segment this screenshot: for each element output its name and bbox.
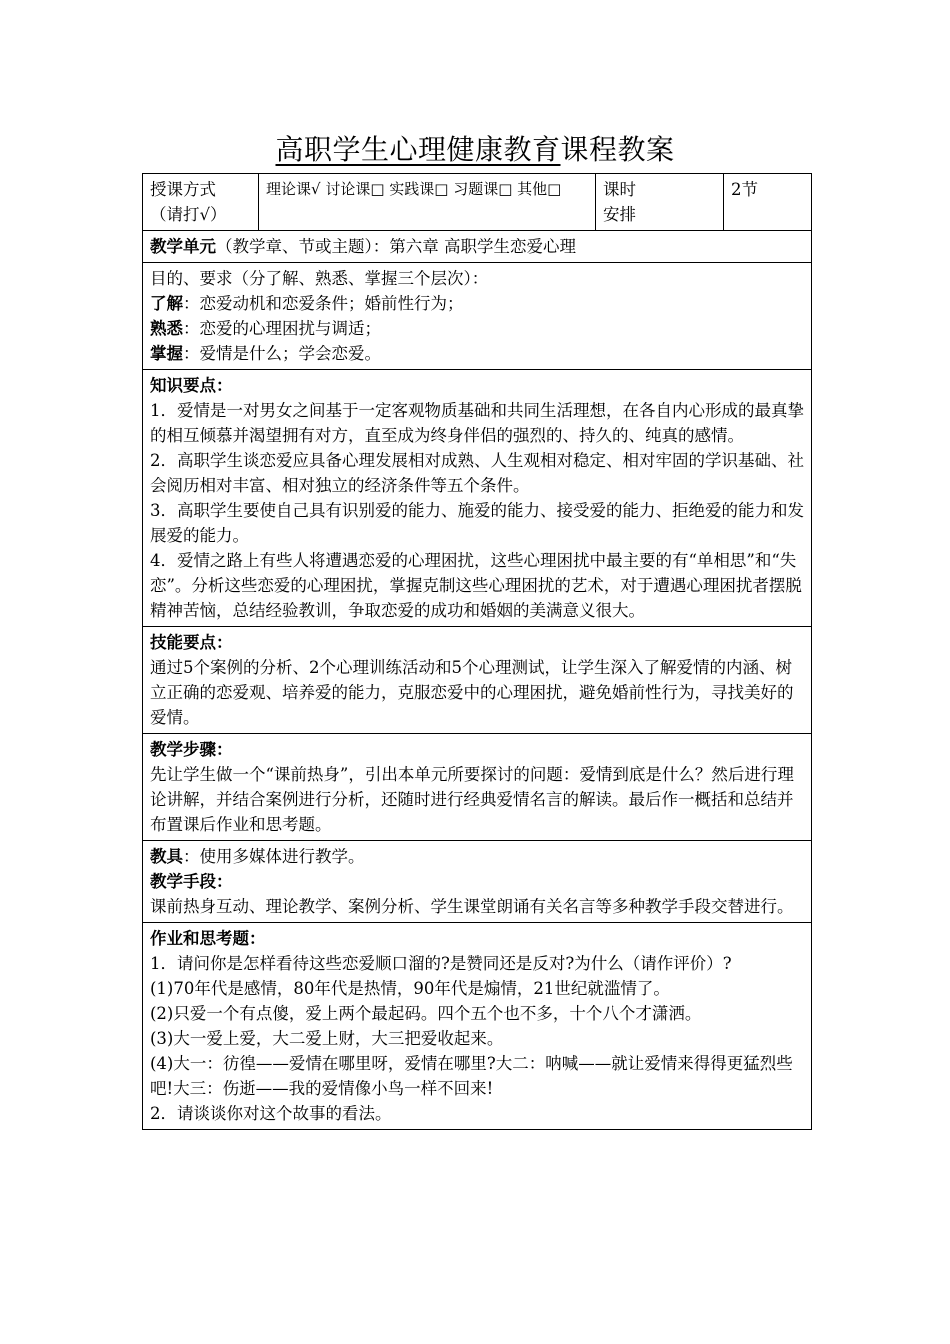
- homework-item: (2)只爱一个有点傻，爱上两个最起码。四个五个也不多，十个八个才潇洒。: [150, 1004, 702, 1023]
- objective-text: ：恋爱动机和恋爱条件；婚前性行为；: [183, 294, 464, 313]
- objective-label: 熟悉: [150, 319, 183, 338]
- homework-row: [143, 923, 812, 1130]
- objective-label: 了解: [150, 294, 183, 313]
- objective-item: [150, 291, 804, 316]
- homework-item: (3)大一爱上爱，大二爱上财，大三把爱收起来。: [150, 1029, 504, 1048]
- homework-item: 1．请问你是怎样看待这些恋爱顺口溜的?是赞同还是反对?为什么（请作评价）?: [150, 954, 732, 973]
- unit-cell: [143, 231, 812, 263]
- hours-label-line1: 课时: [603, 180, 636, 199]
- knowledge-cell: [143, 370, 812, 627]
- homework-heading: 作业和思考题：: [150, 929, 266, 948]
- knowledge-item: 1．爱情是一对男女之间基于一定客观物质基础和共同生活理想，在各自内心形成的最真挚的相互倾慕并渴望拥有对方，直至成为终身伴侣的强烈的、持久的、纯真的感情。: [150, 401, 804, 445]
- hours-label-cell: [596, 174, 724, 231]
- knowledge-item: 3．高职学生要使自己具有识别爱的能力、施爱的能力、接受爱的能力、拒绝爱的能力和发展爱的能力。: [150, 501, 804, 545]
- homework-cell: [143, 923, 812, 1130]
- objectives-row: [143, 263, 812, 370]
- knowledge-item: 4．爱情之路上有些人将遭遇恋爱的心理困扰，这些心理困扰中最主要的有“单相思”和“失恋”。分析这些恋爱的心理困扰，掌握克制这些心理困扰的艺术，对于遭遇心理困扰者摆脱精神苦恼，总结经验教训，争取恋爱的成功和婚姻的美满意义很大。: [150, 551, 802, 620]
- lesson-plan-table: [142, 173, 812, 1130]
- hours-value-cell: 2节: [724, 174, 812, 231]
- objective-text: ：恋爱的心理困扰与调适；: [183, 319, 381, 338]
- knowledge-heading: 知识要点：: [150, 376, 233, 395]
- objective-item: [150, 316, 804, 341]
- objective-label: 掌握: [150, 344, 183, 363]
- skills-heading: 技能要点：: [150, 633, 233, 652]
- header-row: [143, 174, 812, 231]
- method-value-cell: 理论课√ 讨论课□ 实践课□ 习题课□ 其他□: [259, 174, 596, 231]
- skills-text: 通过5个案例的分析、2个心理训练活动和5个心理测试，让学生深入了解爱情的内涵、树立正确的恋爱观、培养爱的能力，克服恋爱中的心理困扰，避免婚前性行为，寻找美好的爱情。: [150, 658, 794, 727]
- homework-item: (1)70年代是感情，80年代是热情，90年代是煽情，21世纪就滥情了。: [150, 979, 670, 998]
- skills-row: [143, 627, 812, 734]
- document-title: [0, 130, 950, 170]
- steps-cell: [143, 734, 812, 841]
- means-text: 课前热身互动、理论教学、案例分析、学生课堂朗诵有关名言等多种教学手段交替进行。: [150, 897, 794, 916]
- means-heading: 教学手段：: [150, 872, 233, 891]
- steps-heading: 教学步骤：: [150, 740, 233, 759]
- steps-text: 先让学生做一个“课前热身”，引出本单元所要探讨的问题：爱情到底是什么？然后进行理论讲解，并结合案例进行分析，还随时进行经典爱情名言的解读。最后作一概括和总结并布置课后作业和思考题。: [150, 765, 794, 834]
- tools-cell: [143, 841, 812, 923]
- tools-text: ：使用多媒体进行教学。: [183, 847, 365, 866]
- unit-label: 教学单元: [150, 237, 216, 256]
- unit-paren: （教学章、节或主题）：: [216, 237, 390, 256]
- hours-label-line2: 安排: [603, 205, 636, 224]
- objective-text: ：爱情是什么；学会恋爱。: [183, 344, 381, 363]
- method-label-line1: 授课方式: [150, 180, 216, 199]
- homework-item: 2．请谈谈你对这个故事的看法。: [150, 1104, 392, 1123]
- unit-value: 第六章 高职学生恋爱心理: [389, 237, 576, 256]
- method-label-line2: （请打√）: [150, 205, 227, 224]
- unit-row: [143, 231, 812, 263]
- objectives-cell: [143, 263, 812, 370]
- objectives-heading: 目的、要求（分了解、熟悉、掌握三个层次）：: [150, 269, 489, 288]
- skills-cell: [143, 627, 812, 734]
- method-label-cell: [143, 174, 259, 231]
- objective-item: [150, 341, 804, 366]
- tools-line: [150, 844, 804, 869]
- steps-row: [143, 734, 812, 841]
- knowledge-item: 2．高职学生谈恋爱应具备心理发展相对成熟、人生观相对稳定、相对牢固的学识基础、社会阅历相对丰富、相对独立的经济条件等五个条件。: [150, 451, 804, 495]
- knowledge-row: [143, 370, 812, 627]
- tools-row: [143, 841, 812, 923]
- title-rest: 课程教案: [560, 133, 675, 166]
- homework-item: (4)大一：彷徨——爱情在哪里呀，爱情在哪里?大二：呐喊——就让爱情来得得更猛烈些吧!大三：伤逝——我的爱情像小鸟一样不回来!: [150, 1054, 793, 1098]
- tools-label: 教具: [150, 847, 183, 866]
- title-underlined-part: 高职学生心理健康教育: [275, 133, 561, 166]
